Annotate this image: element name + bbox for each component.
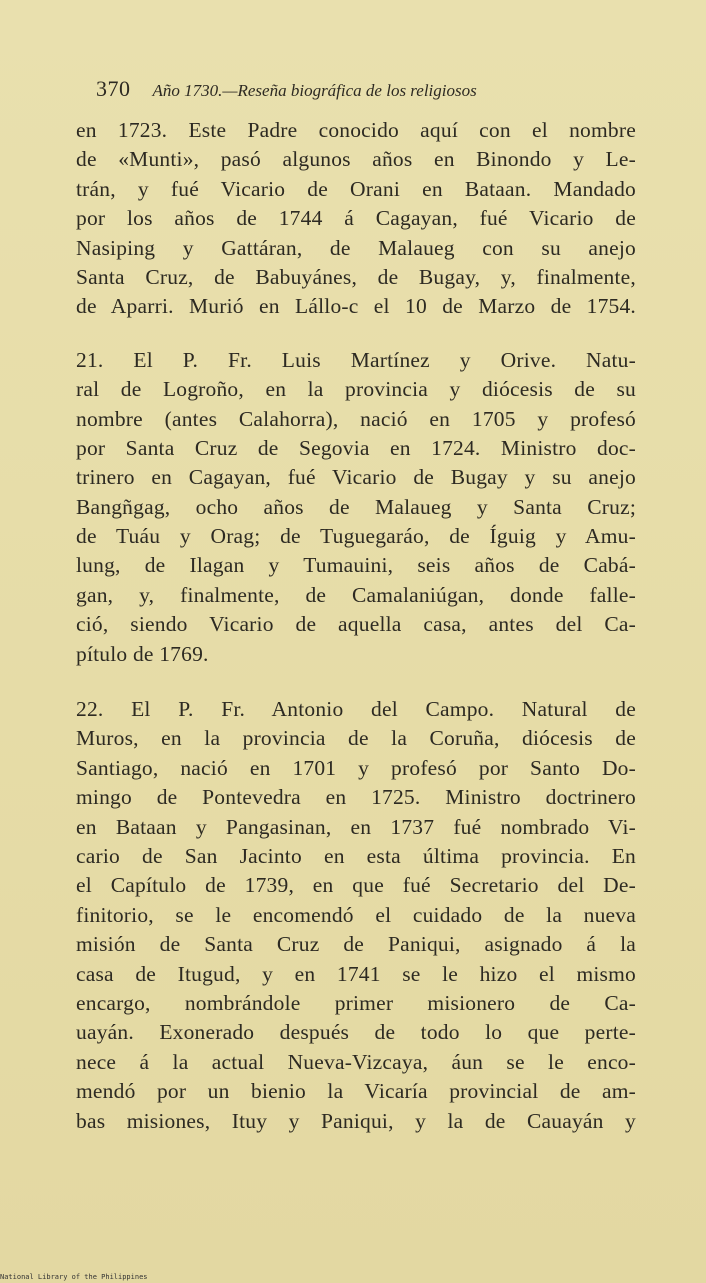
text-line: nombre (antes Calahorra), nació en 1705 y profesó: [76, 406, 636, 431]
text-line: Santa Cruz, de Babuyánes, de Bugay, y, finalmente,: [76, 264, 636, 289]
text-line: 22. El P. Fr. Antonio del Campo. Natural de: [76, 697, 636, 722]
text-line: mendó por un bienio la Vicaría provincial de am-: [76, 1079, 636, 1104]
running-head: Año 1730.—Reseña biográfica de los religiosos: [152, 81, 477, 100]
text-line: mingo de Pontevedra en 1725. Ministro doctrinero: [76, 785, 636, 810]
paragraph-continuation: [76, 116, 636, 322]
text-line: en Bataan y Pangasinan, en 1737 fué nombrado Vi-: [76, 814, 636, 839]
text-line: ció, siendo Vicario de aquella casa, antes del Ca-: [76, 612, 636, 637]
text-line: bas misiones, Ituy y Paniqui, y la de Cauayán y: [76, 1108, 636, 1133]
text-line: 21. El P. Fr. Luis Martínez y Orive. Natu-: [76, 347, 636, 372]
text-line: Bangñgag, ocho años de Malaueg y Santa Cruz;: [76, 494, 636, 519]
library-credit: National Library of the Philippines: [0, 1273, 148, 1281]
text-line: uayán. Exonerado después de todo lo que perte-: [76, 1020, 636, 1045]
text-line: trán, y fué Vicario de Orani en Bataan. Mandado: [76, 176, 636, 201]
body-text: [76, 116, 636, 1136]
paragraph-entry-22: [76, 695, 636, 1136]
text-line: Santiago, nació en 1701 y profesó por Santo Do-: [76, 755, 636, 780]
text-line: en 1723. Este Padre conocido aquí con el nombre: [76, 118, 636, 142]
text-line: Muros, en la provincia de la Coruña, diócesis de: [76, 726, 636, 751]
text-line: pítulo de 1769.: [76, 641, 209, 666]
text-line: por Santa Cruz de Segovia en 1724. Ministro doc-: [76, 435, 636, 460]
text-line: de Tuáu y Orag; de Tuguegaráo, de Íguig y Amu-: [76, 524, 636, 549]
text-line: gan, y, finalmente, de Camalaniúgan, donde falle-: [76, 582, 636, 607]
page-header: [96, 76, 616, 110]
page-number: 370: [96, 76, 131, 101]
text-line: de «Munti», pasó algunos años en Binondo y Le-: [76, 147, 636, 172]
text-line: casa de Itugud, y en 1741 se le hizo el mismo: [76, 961, 636, 986]
text-line: el Capítulo de 1739, en que fué Secretario del De-: [76, 873, 636, 898]
text-line: nece á la actual Nueva-Vizcaya, áun se le enco-: [76, 1049, 636, 1074]
text-line: lung, de Ilagan y Tumauini, seis años de Cabá-: [76, 553, 636, 578]
text-line: Nasiping y Gattáran, de Malaueg con su anejo: [76, 235, 636, 260]
text-line: encargo, nombrándole primer misionero de Ca-: [76, 990, 636, 1015]
text-line: misión de Santa Cruz de Paniqui, asignado á la: [76, 932, 636, 957]
text-line: trinero en Cagayan, fué Vicario de Bugay y su anejo: [76, 465, 636, 490]
paragraph-entry-21: [76, 346, 636, 669]
text-line: cario de San Jacinto en esta última provincia. En: [76, 843, 636, 868]
text-line: por los años de 1744 á Cagayan, fué Vicario de: [76, 206, 636, 231]
text-line: ral de Logroño, en la provincia y diócesis de su: [76, 377, 636, 402]
text-line: de Aparri. Murió en Lállo-c el 10 de Marzo de 1754.: [76, 294, 636, 319]
text-line: finitorio, se le encomendó el cuidado de la nueva: [76, 902, 636, 927]
